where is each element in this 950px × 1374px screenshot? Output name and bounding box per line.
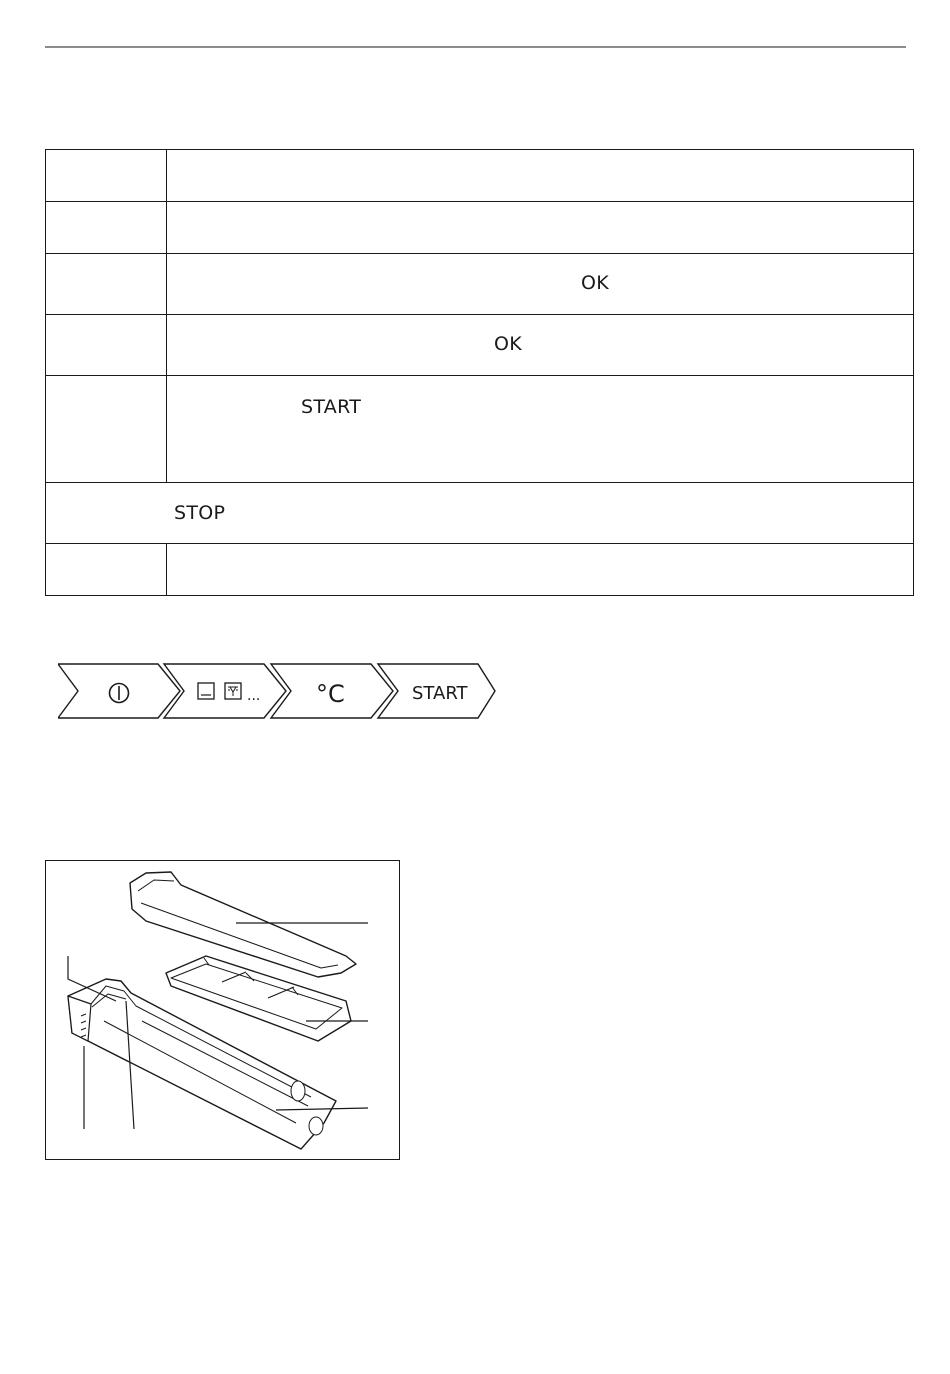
step-cell bbox=[46, 544, 167, 596]
ok-key-label: OK bbox=[581, 272, 610, 294]
step-cell bbox=[46, 150, 167, 202]
step-cell bbox=[46, 254, 167, 315]
drawer-lid bbox=[130, 872, 356, 977]
sequence-step-power bbox=[58, 664, 180, 718]
temperature-icon: °C bbox=[316, 680, 345, 708]
instruction-table bbox=[45, 149, 914, 596]
sequence-step-temperature bbox=[271, 664, 393, 718]
start-label: START bbox=[412, 683, 468, 704]
instruction-cell bbox=[167, 315, 914, 376]
water-drawer-illustration bbox=[46, 861, 398, 1158]
instruction-cell bbox=[167, 376, 914, 483]
step-cell bbox=[46, 376, 167, 483]
table-row bbox=[46, 315, 914, 376]
header-rule bbox=[45, 46, 906, 48]
table-row bbox=[46, 150, 914, 202]
table-row bbox=[46, 483, 914, 544]
table-row bbox=[46, 544, 914, 596]
diagram-frame bbox=[45, 860, 400, 1160]
step-cell bbox=[46, 202, 167, 254]
step-cell bbox=[46, 315, 167, 376]
note-cell bbox=[46, 483, 914, 544]
sequence-step-start bbox=[378, 664, 495, 718]
instruction-cell bbox=[167, 202, 914, 254]
function-ellipsis: ... bbox=[247, 688, 261, 704]
sequence-step-function bbox=[164, 664, 286, 718]
table-row bbox=[46, 254, 914, 315]
instruction-cell bbox=[167, 150, 914, 202]
instruction-cell bbox=[167, 544, 914, 596]
ok-key-label: OK bbox=[494, 333, 523, 355]
table-row bbox=[46, 376, 914, 483]
table-row bbox=[46, 202, 914, 254]
instruction-cell bbox=[167, 254, 914, 315]
start-key-label: START bbox=[301, 396, 362, 418]
stop-key-label: STOP bbox=[174, 502, 226, 524]
operation-sequence bbox=[58, 663, 498, 721]
